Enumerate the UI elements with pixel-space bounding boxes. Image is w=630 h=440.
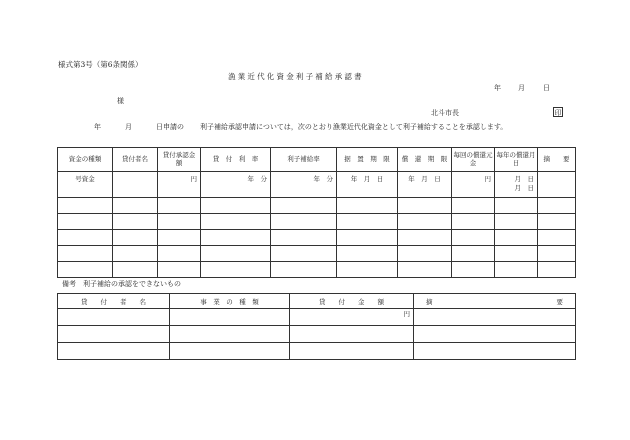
- header-fund-type: 資金の種類: [58, 148, 113, 172]
- header-repayment: 償 還 期 限: [398, 148, 452, 172]
- body-text: 利子補給承認申請については，次のとおり漁業近代化資金として利子補給することを承認します。: [200, 123, 508, 131]
- approval-statement: [94, 124, 507, 131]
- header-remarks: 摘 要: [538, 148, 576, 172]
- form-number: 様式第3号（第6条関係）: [58, 60, 143, 69]
- seal-mark: 印: [554, 109, 562, 117]
- header-deferment: 据 置 期 限: [337, 148, 398, 172]
- body-day-applied: 日申請の: [156, 123, 184, 131]
- cell-repayment: 年 月 日: [398, 172, 452, 198]
- date-month-label: 月: [518, 84, 525, 92]
- table-header-row: [58, 148, 576, 172]
- table-row: [58, 309, 576, 326]
- cell-repay-dates: [495, 172, 538, 198]
- approval-table: [57, 147, 576, 278]
- date-year-label: 年: [494, 84, 501, 92]
- cell-lender: [113, 172, 158, 198]
- table-row: [58, 262, 576, 278]
- cell-subsidy-rate: 年 分: [271, 172, 337, 198]
- table-row: [58, 198, 576, 214]
- cell-approved-amount: 円: [158, 172, 201, 198]
- header-remarks-right: 要: [556, 297, 563, 306]
- header-remarks-left: 摘: [426, 297, 433, 306]
- table-row: [58, 214, 576, 230]
- cell-loan-amount: 円: [290, 309, 414, 326]
- header-lending-rate: 貸 付 利 率: [201, 148, 271, 172]
- body-month: 月: [125, 123, 132, 131]
- header-approved-amount: 貸付承認金 額: [158, 148, 201, 172]
- cell-fund-type: 号資金: [58, 172, 113, 198]
- repay-date-2: 月 日: [514, 184, 534, 192]
- header-loan-amount: 貸 付 金 額: [290, 294, 414, 309]
- header-subsidy-rate: 利子補給率: [271, 148, 337, 172]
- issuer-name: 北斗市長: [431, 109, 459, 117]
- header-lender: 貸付者名: [113, 148, 158, 172]
- cell-remarks: [538, 172, 576, 198]
- document-title: 漁業近代化資金利子補給承認書: [228, 72, 364, 81]
- table-row: [58, 326, 576, 343]
- non-approval-table: [57, 293, 576, 360]
- body-year: 年: [94, 123, 101, 131]
- header-remarks-2: [414, 294, 576, 309]
- remarks-caption: 備考 利子補給の承認をできないもの: [62, 280, 181, 288]
- repay-date-1: 月 日: [514, 175, 534, 183]
- table-row: [58, 172, 576, 198]
- table-row: [58, 246, 576, 262]
- header-lender-name: 貸 付 者 名: [58, 294, 170, 309]
- cell-deferment: 年 月 日: [337, 172, 398, 198]
- addressee-suffix: 様: [117, 97, 124, 105]
- cell-principal: 円: [452, 172, 495, 198]
- cell-lending-rate: 年 分: [201, 172, 271, 198]
- table-row: [58, 230, 576, 246]
- header-principal: 毎回の償還元金: [452, 148, 495, 172]
- date-day-label: 日: [543, 84, 550, 92]
- header-business-type: 事 業 の 種 類: [170, 294, 290, 309]
- table-header-row: [58, 294, 576, 309]
- table-row: [58, 343, 576, 360]
- header-repay-dates: 毎年の償還月日: [495, 148, 538, 172]
